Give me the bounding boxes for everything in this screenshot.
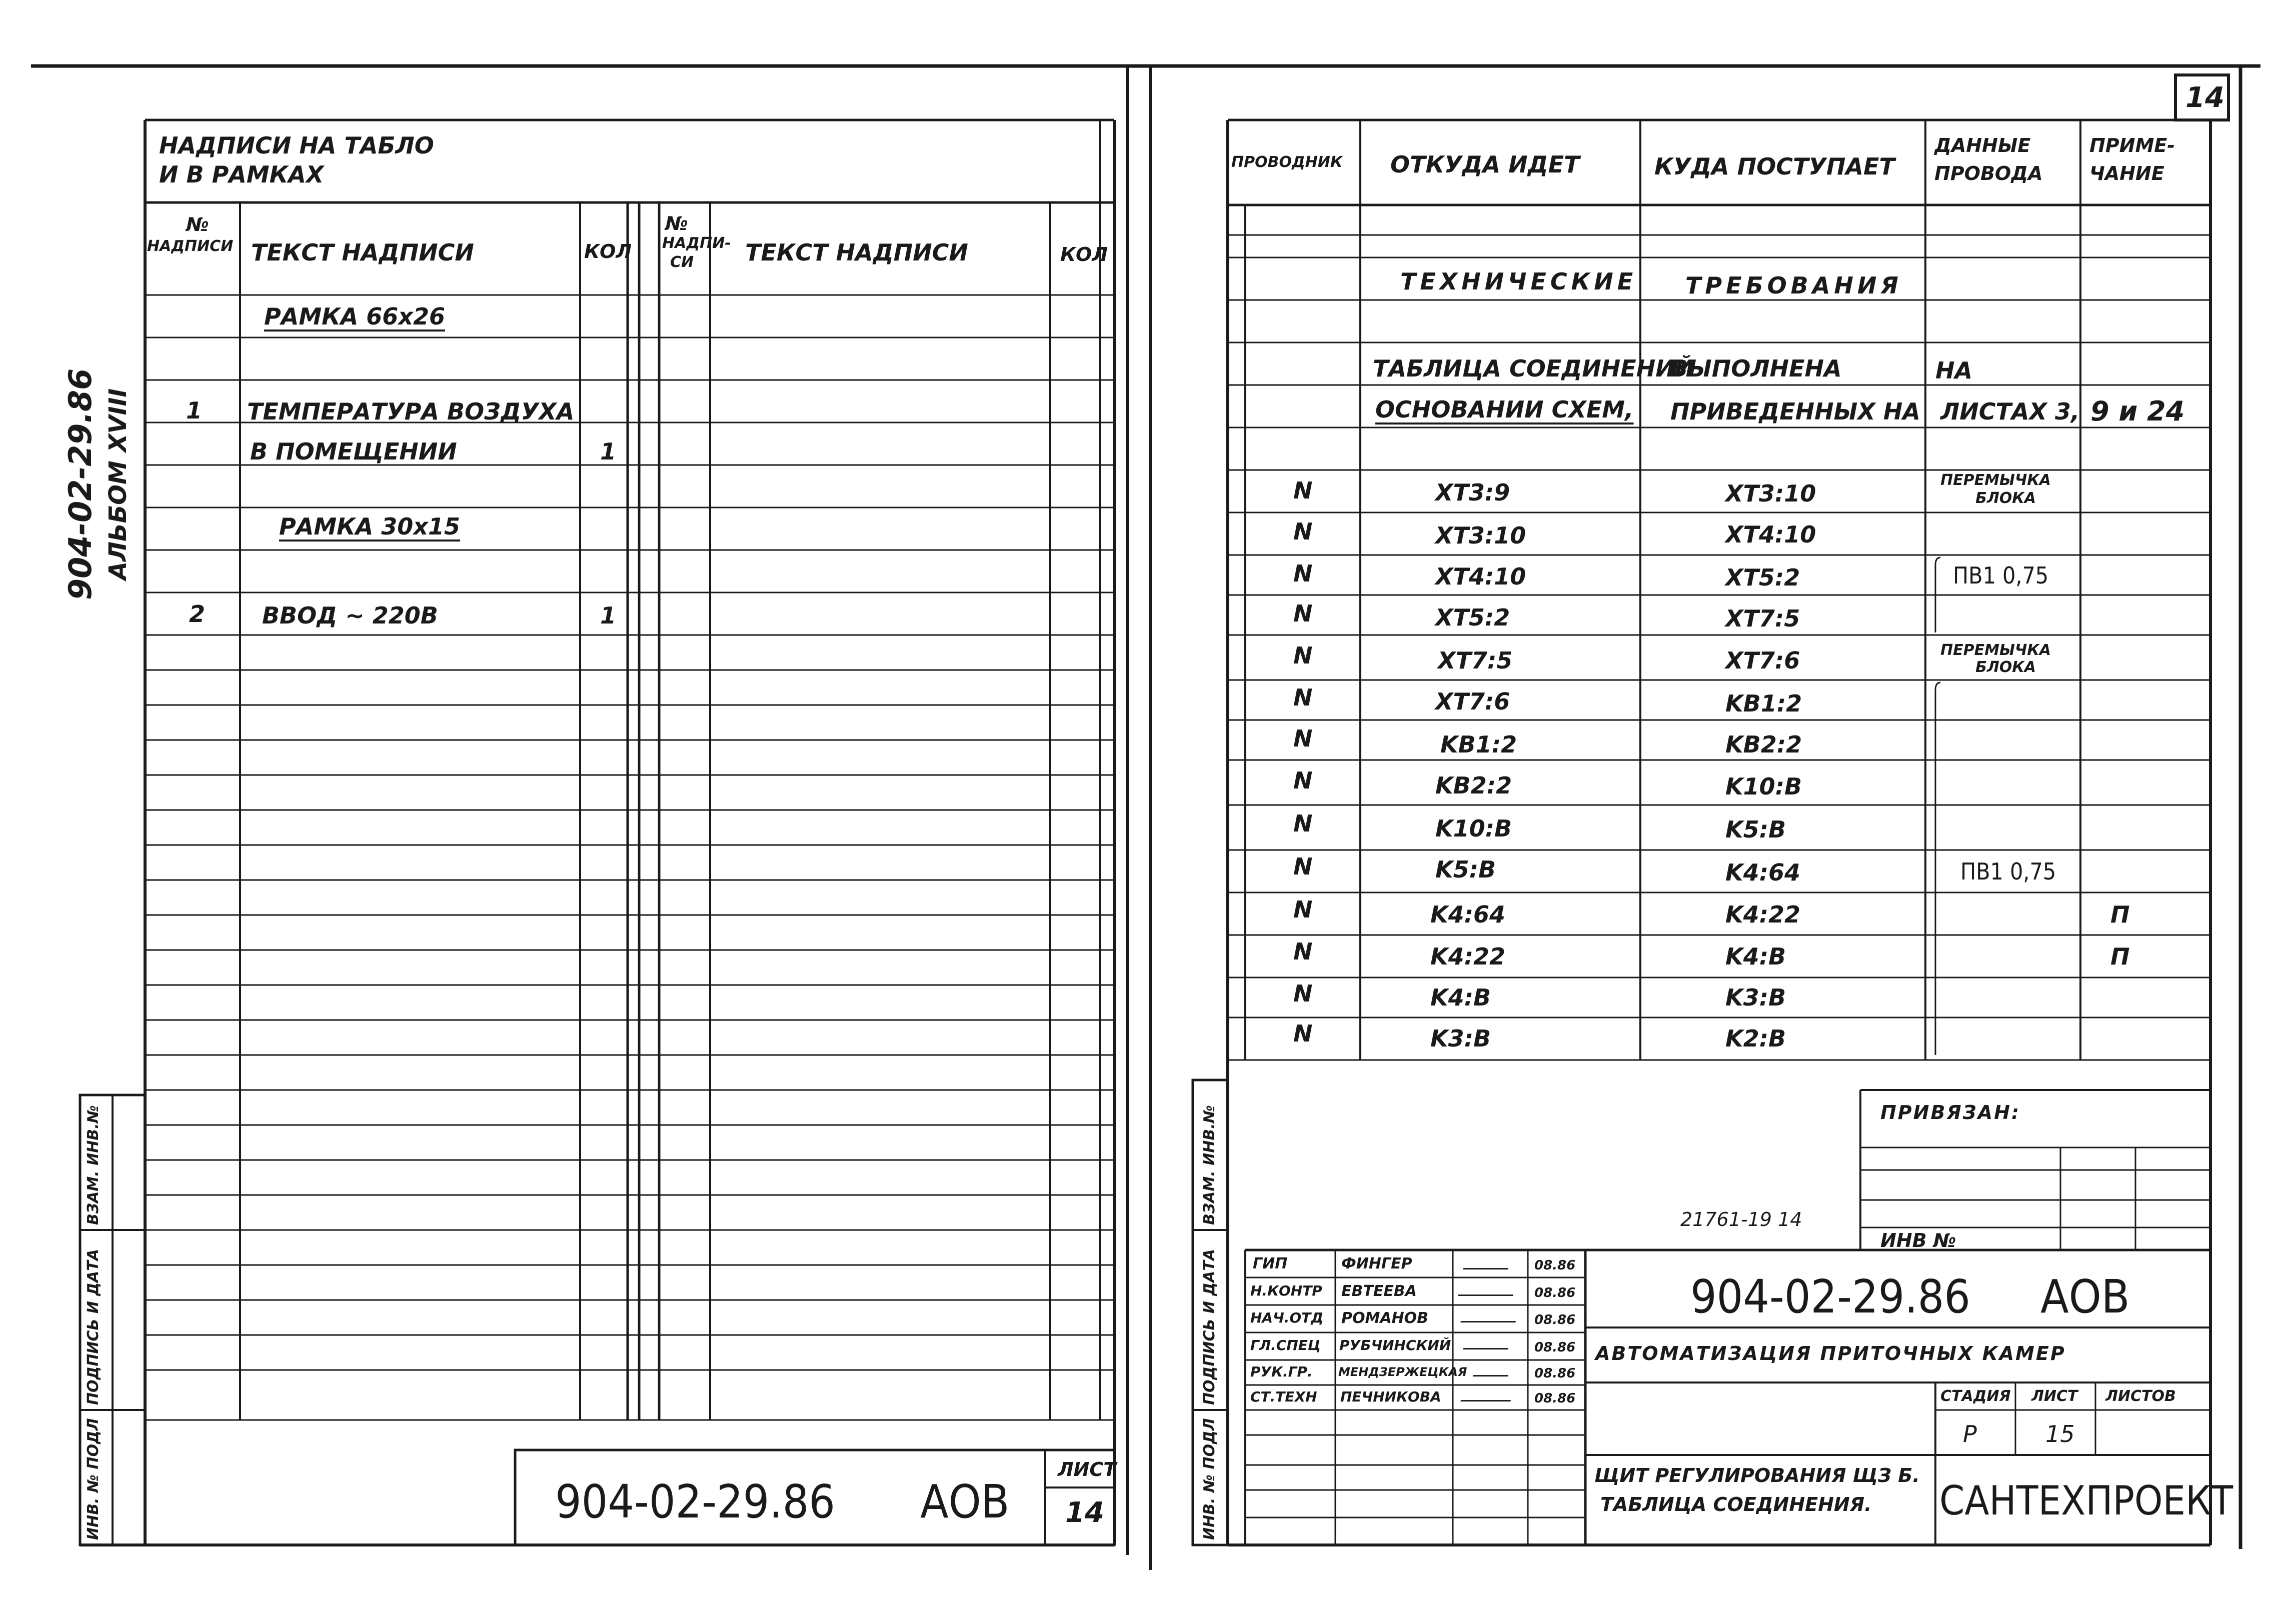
row-13-conductor: N	[1293, 980, 1313, 1007]
staff-3-signature	[1460, 1309, 1520, 1322]
right-stamp-signature-date: ПОДПИСЬ И ДАТА	[1201, 1248, 1218, 1405]
left-title-mark: АОВ	[920, 1475, 1010, 1528]
left-stamp-inv-podl: ИНВ. № ПОДЛ	[85, 1418, 102, 1540]
row-14-from: K3:B	[1430, 1025, 1491, 1052]
row-6-conductor: N	[1293, 684, 1313, 711]
header-to: КУДА ПОСТУПАЕТ	[1654, 153, 1895, 180]
item1-text-line2: В ПОМЕЩЕНИИ	[250, 438, 457, 465]
note-line2-a: ОСНОВАНИИ СХЕМ,	[1375, 396, 1634, 423]
staff-4-name: РУБЧИНСКИЙ	[1339, 1337, 1451, 1354]
frame-66x26: РАМКА 66х26	[264, 303, 446, 330]
staff-3-date: 08.86	[1534, 1312, 1576, 1328]
staff-5-date: 08.86	[1534, 1366, 1576, 1381]
row-10-wire: ПВ1 0,75	[1960, 858, 2056, 885]
left-sheet-value: 14	[1065, 1496, 1104, 1529]
row-4-conductor: N	[1293, 600, 1313, 627]
sheet-title-line1: ЩИТ РЕГУЛИРОВАНИЯ ЩЗ Б.	[1594, 1464, 1920, 1486]
item2-text: ВВОД ~ 220В	[262, 602, 438, 629]
row-12-from: K4:22	[1430, 943, 1506, 970]
item2-qty: 1	[600, 602, 617, 629]
row-5-from: XT7:5	[1438, 647, 1513, 674]
row-7-from: KB1:2	[1440, 731, 1517, 758]
left-title-line2: И В РАМКАХ	[159, 161, 324, 188]
sheet-number: 14	[2185, 82, 2224, 114]
item1-number: 1	[186, 397, 203, 424]
header-from: ОТКУДА ИДЕТ	[1390, 151, 1580, 178]
header-num-line1: №	[186, 214, 209, 236]
sheet-label: ЛИСТ	[2031, 1388, 2078, 1405]
row-3-to: XT5:2	[1725, 564, 1800, 591]
row-5-conductor: N	[1293, 642, 1313, 669]
row-1-from: XT3:9	[1435, 479, 1510, 506]
row-4-to: XT7:5	[1725, 605, 1800, 632]
row-3-from: XT4:10	[1435, 563, 1526, 590]
staff-5-signature	[1473, 1363, 1513, 1376]
doc-mark: АОВ	[2040, 1270, 2130, 1324]
staff-1-signature	[1463, 1256, 1513, 1270]
note-line1-c: НА	[1935, 357, 1973, 384]
row-14-conductor: N	[1293, 1020, 1313, 1047]
staff-1-date: 08.86	[1534, 1258, 1576, 1273]
row-8-conductor: N	[1293, 767, 1313, 794]
note-line2-b: ПРИВЕДЕННЫХ НА	[1670, 398, 1920, 425]
row-2-from: XT3:10	[1435, 522, 1526, 549]
row-12-conductor: N	[1293, 938, 1313, 965]
row-1-jumper-line1: ПЕРЕМЫЧКА	[1940, 472, 2051, 489]
staff-5-role: РУК.ГР.	[1250, 1364, 1313, 1380]
row-12-to: K4:B	[1725, 943, 1786, 970]
staff-4-role: ГЛ.СПЕЦ	[1250, 1337, 1321, 1354]
row-14-to: K2:B	[1725, 1025, 1786, 1052]
header-wire-line2: ПРОВОДА	[1934, 162, 2043, 184]
tech-requirements-word1: ТЕХНИЧЕСКИЕ	[1400, 268, 1637, 295]
item1-text-line1: ТЕМПЕРАТУРА ВОЗДУХА	[247, 398, 575, 425]
row-10-conductor: N	[1293, 853, 1313, 880]
staff-2-role: Н.КОНТР	[1250, 1282, 1322, 1299]
staff-6-role: СТ.ТЕХН	[1250, 1388, 1317, 1405]
item1-qty: 1	[600, 438, 617, 465]
handwritten-reference: 21761-19 14	[1680, 1208, 1802, 1230]
row-7-conductor: N	[1293, 725, 1313, 752]
row-3-conductor: N	[1293, 560, 1313, 587]
note-line2-c: ЛИСТАХ 3,	[1940, 398, 2080, 425]
staff-4-signature	[1463, 1336, 1513, 1350]
row-11-conductor: N	[1293, 896, 1313, 923]
header-qty: КОЛ	[584, 240, 632, 262]
stage-value: Р	[1963, 1420, 1977, 1448]
frame-30x15: РАМКА 30х15	[279, 513, 461, 540]
header-conductor: ПРОВОДНИК	[1231, 154, 1343, 171]
sheet-value: 15	[2045, 1420, 2075, 1448]
row-9-from: K10:B	[1435, 815, 1512, 842]
header-num2-line1: №	[665, 212, 688, 234]
row-8-from: KB2:2	[1435, 772, 1512, 799]
header-num-line2: НАДПИСИ	[147, 238, 234, 255]
header-num2-line3: СИ	[670, 254, 694, 271]
row-7-to: KB2:2	[1725, 731, 1802, 758]
row-3-wire: ПВ1 0,75	[1953, 562, 2049, 589]
row-9-conductor: N	[1293, 810, 1313, 837]
row-10-to: K4:64	[1725, 859, 1801, 886]
header-text: ТЕКСТ НАДПИСИ	[251, 239, 474, 266]
row-13-to: K3:B	[1725, 984, 1786, 1011]
item2-number: 2	[189, 600, 206, 628]
staff-1-role: ГИП	[1253, 1255, 1288, 1272]
inv-number-label: ИНВ №	[1880, 1230, 1956, 1252]
staff-5-name: МЕНДЗЕРЖЕЦКАЯ	[1338, 1365, 1467, 1379]
row-1-to: XT3:10	[1725, 480, 1816, 507]
row-11-note: П	[2110, 901, 2130, 928]
right-stamp-inv-podl: ИНВ. № ПОДЛ	[1201, 1418, 1218, 1540]
tech-requirements-word2: ТРЕБОВАНИЯ	[1685, 272, 1902, 299]
sheet-title-line2: ТАБЛИЦА СОЕДИНЕНИЯ.	[1600, 1494, 1872, 1516]
left-sheet-label: ЛИСТ	[1058, 1458, 1117, 1480]
staff-2-signature	[1458, 1282, 1518, 1296]
side-drawing-code: 904-02-29.86	[62, 368, 99, 600]
left-stamp-vzam-inv: ВЗАМ. ИНВ.№	[85, 1105, 102, 1225]
row-2-conductor: N	[1293, 518, 1313, 545]
row-11-to: K4:22	[1725, 901, 1801, 928]
row-4-from: XT5:2	[1435, 604, 1510, 631]
doc-code: 904-02-29.86	[1690, 1270, 1970, 1324]
side-album: АЛЬБОМ XVIII	[104, 388, 132, 580]
row-2-to: XT4:10	[1725, 521, 1816, 548]
left-stamp-signature-date: ПОДПИСЬ И ДАТА	[85, 1248, 102, 1405]
left-title-line1: НАДПИСИ НА ТАБЛО	[159, 132, 434, 159]
row-11-from: K4:64	[1430, 901, 1506, 928]
note-line1-a: ТАБЛИЦА СОЕДИНЕНИЙ	[1373, 355, 1694, 382]
staff-2-name: ЕВТЕЕВА	[1341, 1282, 1417, 1300]
row-1-jumper-line2: БЛОКА	[1975, 490, 2036, 507]
staff-6-signature	[1460, 1388, 1515, 1402]
staff-4-date: 08.86	[1534, 1340, 1576, 1355]
header-wire-line1: ДАННЫЕ	[1934, 134, 2031, 156]
row-13-from: K4:B	[1430, 984, 1491, 1011]
row-1-conductor: N	[1293, 477, 1313, 504]
project-title: АВТОМАТИЗАЦИЯ ПРИТОЧНЫХ КАМЕР	[1595, 1342, 2066, 1364]
row-5-jumper-line2: БЛОКА	[1975, 658, 2036, 676]
left-title-code: 904-02-29.86	[555, 1475, 835, 1528]
right-stamp-vzam-inv: ВЗАМ. ИНВ.№	[1201, 1105, 1218, 1225]
note-line2-d: 9 и 24	[2090, 396, 2185, 427]
stage-label: СТАДИЯ	[1940, 1388, 2011, 1405]
staff-3-name: РОМАНОВ	[1341, 1310, 1429, 1327]
row-6-to: KB1:2	[1725, 690, 1802, 717]
staff-2-date: 08.86	[1534, 1286, 1576, 1300]
header-note-line1: ПРИМЕ-	[2089, 134, 2175, 156]
header-num2-line2: НАДПИ-	[662, 234, 731, 252]
sheets-label: ЛИСТОВ	[2105, 1388, 2176, 1405]
organization-name: САНТЕХПРОЕКТ	[1939, 1478, 2233, 1524]
header-qty2: КОЛ	[1060, 244, 1108, 266]
note-line1-b: ВЫПОЛНЕНА	[1670, 355, 1842, 382]
row-9-to: K5:B	[1725, 816, 1786, 843]
staff-3-role: НАЧ.ОТД	[1250, 1310, 1324, 1326]
row-6-from: XT7:6	[1435, 688, 1510, 715]
staff-6-date: 08.86	[1534, 1391, 1576, 1406]
header-note-line2: ЧАНИЕ	[2089, 162, 2164, 184]
row-10-from: K5:B	[1435, 856, 1496, 883]
row-5-to: XT7:6	[1725, 647, 1800, 674]
staff-1-name: ФИНГЕР	[1341, 1255, 1412, 1272]
row-8-to: K10:B	[1725, 773, 1802, 800]
row-5-jumper-line1: ПЕРЕМЫЧКА	[1940, 642, 2051, 659]
linked-label: ПРИВЯЗАН:	[1880, 1102, 2021, 1124]
staff-6-name: ПЕЧНИКОВА	[1340, 1388, 1441, 1405]
row-12-note: П	[2110, 943, 2130, 970]
header-text2: ТЕКСТ НАДПИСИ	[745, 239, 968, 266]
